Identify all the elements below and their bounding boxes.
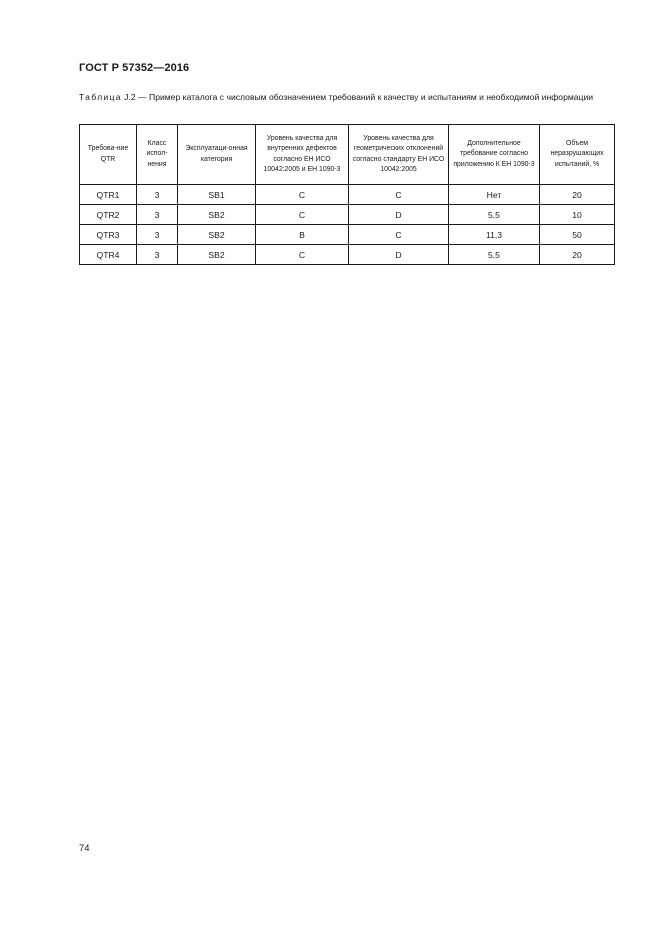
table-cell: 20	[540, 245, 615, 265]
table-cell: D	[349, 245, 449, 265]
table-cell: QTR3	[80, 225, 137, 245]
table-cell: 50	[540, 225, 615, 245]
table-cell: C	[256, 205, 349, 225]
header-geometric-deviation-level: Уровень качества для геометрических отклонений согласно стандарту ЕН ИСО 10042:2005	[349, 125, 449, 185]
table-cell: C	[349, 225, 449, 245]
page-number: 74	[79, 843, 90, 854]
requirements-catalog-table	[79, 124, 615, 265]
table-cell: B	[256, 225, 349, 245]
header-ndt-volume: Объем неразрушающих испытаний, %	[540, 125, 615, 185]
table-cell: QTR2	[80, 205, 137, 225]
table-cell: 3	[137, 225, 178, 245]
table-cell: 11,3	[449, 225, 540, 245]
table-cell: 20	[540, 185, 615, 205]
table-cell: SB2	[178, 245, 256, 265]
table-cell: C	[349, 185, 449, 205]
table-cell: QTR4	[80, 245, 137, 265]
table-row	[80, 205, 615, 225]
table-row	[80, 225, 615, 245]
table-cell: D	[349, 205, 449, 225]
table-caption-text: J.2 — Пример каталога с числовым обозначением требований к качеству и испытаниям и необходимой информации	[121, 92, 594, 102]
table-cell: 10	[540, 205, 615, 225]
table-row	[80, 245, 615, 265]
table-cell: 3	[137, 245, 178, 265]
table-header-row	[80, 125, 615, 185]
table-cell: 5,5	[449, 245, 540, 265]
table-cell: 3	[137, 185, 178, 205]
header-internal-defects-level: Уровень качества для внутренних дефектов согласно ЕН ИСО 10042:2005 и ЕН 1090-3	[256, 125, 349, 185]
table-cell: SB2	[178, 225, 256, 245]
header-execution-class: Класс испол-нения	[137, 125, 178, 185]
header-service-category: Эксплуатаци-онная категория	[178, 125, 256, 185]
header-additional-requirement: Дополнительное требование согласно приложению К ЕН 1090-3	[449, 125, 540, 185]
table-caption-label: Таблица	[79, 92, 122, 102]
table-cell: C	[256, 185, 349, 205]
table-cell: QTR1	[80, 185, 137, 205]
table-cell: 3	[137, 205, 178, 225]
document-standard-header: ГОСТ Р 57352—2016	[79, 62, 190, 74]
table-cell: SB2	[178, 205, 256, 225]
table-row	[80, 185, 615, 205]
table-cell: Нет	[449, 185, 540, 205]
table-cell: SB1	[178, 185, 256, 205]
table-caption	[79, 92, 615, 103]
header-qtr: Требова-ние QTR	[80, 125, 137, 185]
table-cell: C	[256, 245, 349, 265]
table-cell: 5,5	[449, 205, 540, 225]
